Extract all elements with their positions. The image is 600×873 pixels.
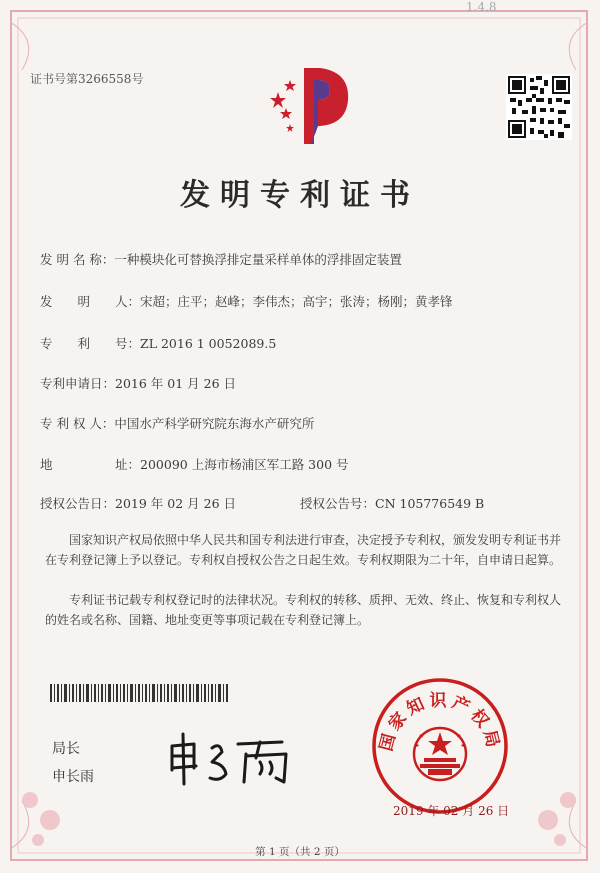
page-number: 第 1 页（共 2 页） [255,846,345,858]
patentee-label: 专 利 权 人： [40,416,115,431]
seal-text: 国家知识产权局 [376,691,504,754]
patent-number-row [40,334,276,352]
grant-number-row [300,494,484,512]
barcode-icon [50,684,230,702]
application-date-label: 专利申请日： [40,376,116,391]
application-date-value: 2016 年 01 月 26 日 [115,376,237,391]
cnipa-logo-icon [268,60,358,150]
grant-date-label: 授权公告日： [40,496,116,511]
grant-number-value: CN 105776549 B [375,496,485,511]
director-title: 局长 [52,741,80,757]
address-label: 地 址： [40,457,141,472]
grant-date-row [40,494,236,512]
certificate-number: 证书号第3266558号 [30,72,144,86]
grant-date-value: 2019 年 02 月 26 日 [115,496,237,511]
patent-number-label: 专 利 号： [40,336,141,351]
director-signature-icon [164,728,304,788]
legal-status-paragraph: 专利证书记载专利权登记时的法律状况。专利权的转移、质押、无效、终止、恢复和专利权人的姓名或名称、国籍、地址变更等事项记载在专利登记簿上。 [45,593,562,627]
address-value: 200090 上海市杨浦区军工路 300 号 [140,457,349,472]
grant-statement-paragraph: 国家知识产权局依照中华人民共和国专利法进行审查，决定授予专利权，颁发发明专利证书并在专利登记簿上予以登记。专利权自授权公告之日起生效。专利权期限为二十年，自申请日起算。 [45,533,562,567]
grant-number-label: 授权公告号： [300,496,376,511]
invention-name-label: 发 明 名 称： [40,252,115,267]
invention-name-row [40,250,402,268]
inventors-value: 宋超；庄平；赵峰；李伟杰；高宇；张涛；杨刚；黄孝锋 [140,294,453,309]
director-name: 申长雨 [52,769,94,785]
inventors-label: 发 明 人： [40,294,141,309]
official-seal-icon [370,676,510,816]
patentee-row [40,414,314,432]
invention-name-value: 一种模块化可替换浮排定量采样单体的浮排固定装置 [114,252,402,267]
address-row [40,455,349,473]
inventors-row [40,292,453,310]
certificate-title: 发明专利证书 [180,178,420,213]
patentee-value: 中国水产科学研究院东海水产研究所 [114,416,315,431]
application-date-row [40,374,236,392]
patent-number-value: ZL 2016 1 0052089.5 [140,336,277,351]
qr-code-icon [506,74,572,140]
corner-handwritten-note: 1.4.8 [466,0,497,14]
seal-date: 2019 年 02 月 26 日 [393,804,510,818]
